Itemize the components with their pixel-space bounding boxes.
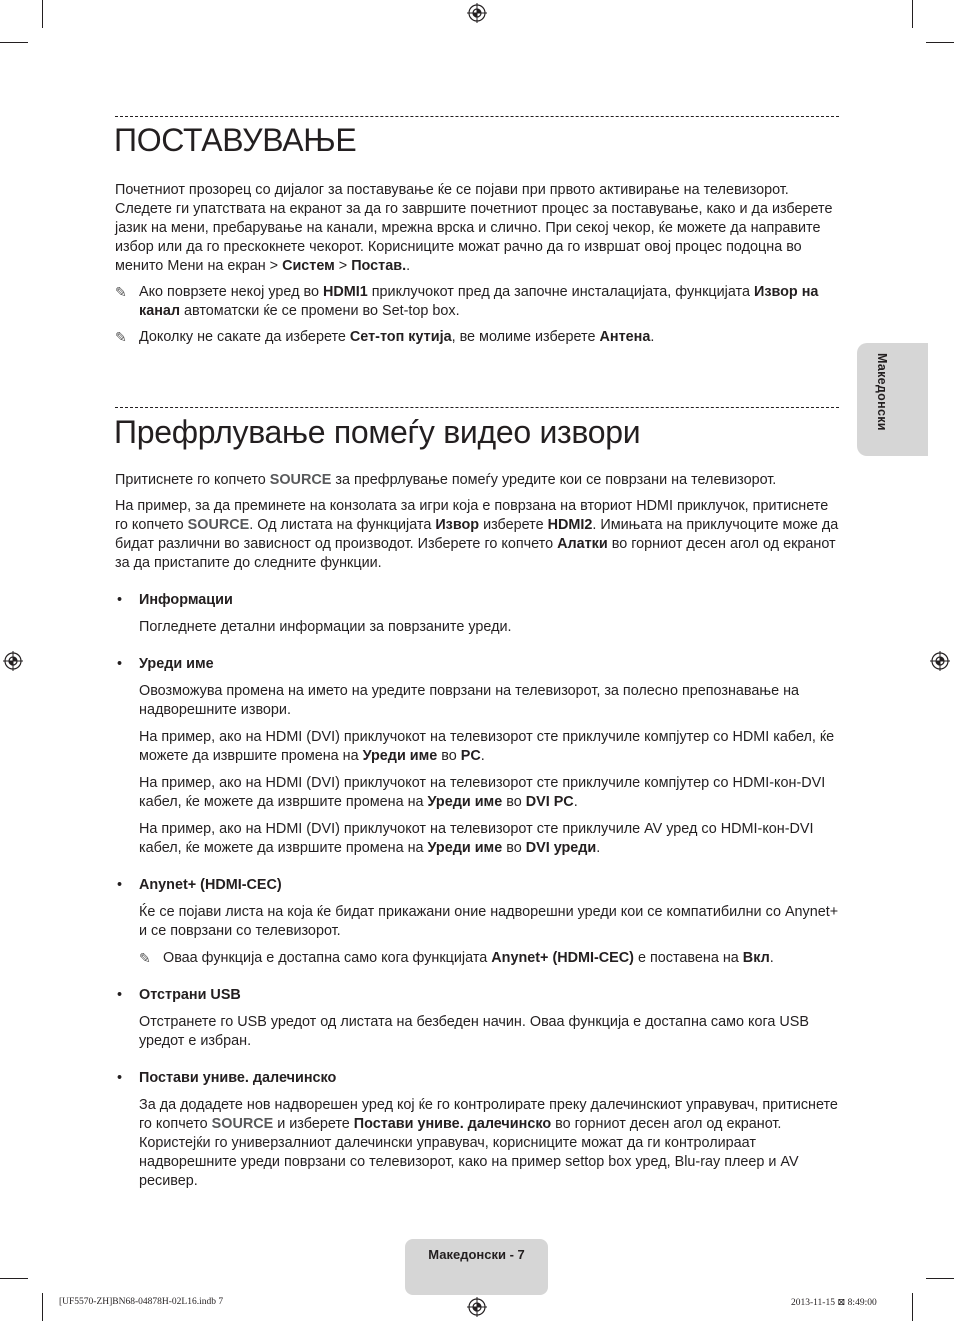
page-number-label: Македонски - 7 bbox=[428, 1247, 525, 1262]
setup-body bbox=[115, 181, 845, 347]
crop-mark bbox=[926, 42, 954, 43]
crop-mark bbox=[0, 1278, 28, 1279]
registration-mark-icon bbox=[467, 3, 487, 23]
section-title-setup: ПОСТАВУВАЊЕ bbox=[114, 122, 357, 158]
bullet-anynet: • Anynet+ (HDMI-CEC) bbox=[117, 877, 282, 893]
crop-mark bbox=[912, 1293, 913, 1321]
section-title-source: Префрлување помеѓу видео извори bbox=[114, 414, 641, 450]
page-number-tab bbox=[405, 1239, 548, 1295]
bullet-universal-remote-text: За да додадете нов надворешен уред кој ќе го контролирате преку далечинскиот управувач, притиснете го копчето SOURCE и изберете Постави униве. далечинско во горниот десен агол од екранот. Користејќи го универзалниот далечински управувач, корисниците можат да ги контролираат надворешните уреди поврзани со телевизорот, како на пример settop box уред, Blu-ray плеер и AV ресивер. bbox=[139, 1097, 838, 1189]
device-name-example-dvi: На пример, ако на HDMI (DVI) приклучокот на телевизорот сте приклучиле AV уред со HDMI-кон-DVI кабел, ќе можете да извршите промена на Уреди име во DVI уреди. bbox=[139, 821, 814, 856]
registration-mark-icon bbox=[3, 651, 23, 671]
bullet-device-name-text: Овозможува промена на името на уредите поврзани на телевизорот, за полесно препознавање на надворешните извори. bbox=[139, 683, 800, 718]
anynet-note: ✎ Оваа функција е достапна само кога функцијата Anynet+ (HDMI-CEC) е поставена на Вкл. bbox=[139, 950, 774, 966]
bullet-device-name: • Уреди име bbox=[117, 656, 214, 672]
registration-mark-icon bbox=[930, 651, 950, 671]
device-name-example-dvipc: На пример, ако на HDMI (DVI) приклучокот на телевизорот сте приклучиле компјутер со HDMI-кон-DVI кабел, ќе можете да извршите промена на Уреди име во DVI PC. bbox=[139, 775, 826, 810]
bullet-remove-usb: • Отстрани USB bbox=[117, 987, 241, 1003]
crop-mark bbox=[926, 1278, 954, 1279]
registration-mark-icon bbox=[467, 1297, 487, 1317]
crop-mark bbox=[0, 42, 28, 43]
section-divider bbox=[115, 407, 839, 408]
print-timestamp: 2013-11-15 ⊠ 8:49:00 bbox=[791, 1298, 877, 1308]
section-divider bbox=[115, 116, 839, 117]
source-body bbox=[115, 471, 845, 1191]
pencil-icon: ✎ bbox=[139, 950, 151, 966]
crop-mark bbox=[912, 0, 913, 28]
setup-note-hdmi1: ✎ Ако поврзете некој уред во HDMI1 приклучокот пред да започне инсталацијата, функцијата Извор на канал автоматски ќе се промени во Set-top box. bbox=[115, 284, 819, 319]
bullet-information-text: Погледнете детални информации за поврзаните уреди. bbox=[139, 619, 512, 635]
crop-mark bbox=[42, 0, 43, 28]
crop-mark bbox=[42, 1293, 43, 1321]
setup-intro: Почетниот прозорец со дијалог за поставување ќе се појави при првото активирање на телевизорот. Следете ги упатствата на екранот за да го завршите почетниот процес за поставување, како и да изберете јазик на мени, пребарување на канали, мрежна врска и слично. При секој чекор, ќе можете да направите избор или да го прескокнете чекорот. Корисниците можат рачно да го извршат овој процес подоцна во менито Мени на екран > Систем > Постав.. bbox=[115, 182, 833, 274]
source-example: На пример, за да преминете на конзолата за игри која е поврзана на вториот HDMI приклучок, притиснете го копчето SOURCE. Од листата на функцијата Извор изберете HDMI2. Имињата на приклучоците може да бидат различни во зависност од производот. Изберете го копчето Алатки во горниот десен агол од екранот за да пристапите до следните функции. bbox=[115, 498, 839, 571]
source-intro: Притиснете го копчето SOURCE за префрлување помеѓу уредите кои се поврзани на телевизорот. bbox=[115, 472, 777, 488]
language-side-tab bbox=[857, 343, 928, 456]
language-side-tab-label: Македонски bbox=[875, 353, 889, 431]
bullet-remove-usb-text: Отстранете го USB уредот од листата на безбеден начин. Оваа функција е достапна само кога USB уредот е избран. bbox=[139, 1014, 810, 1049]
pencil-icon: ✎ bbox=[115, 284, 127, 300]
print-file-info: [UF5570-ZH]BN68-04878H-02L16.indb 7 bbox=[59, 1297, 224, 1307]
bullet-information: • Информации bbox=[117, 592, 233, 608]
pencil-icon: ✎ bbox=[115, 329, 127, 345]
setup-note-antenna: ✎ Доколку не сакате да изберете Сет-топ кутија, ве молиме изберете Антена. bbox=[115, 329, 655, 345]
bullet-anynet-text: Ќе се појави листа на која ќе бидат прикажани оние надворешни уреди кои се компатибилни со Anynet+ и се поврзани со телевизорот. bbox=[139, 904, 839, 939]
device-name-example-pc: На пример, ако на HDMI (DVI) приклучокот на телевизорот сте приклучиле компјутер со HDMI кабел, ќе можете да извршите промена на Уреди име во PC. bbox=[139, 729, 835, 764]
bullet-universal-remote: • Постави униве. далечинско bbox=[117, 1070, 337, 1086]
